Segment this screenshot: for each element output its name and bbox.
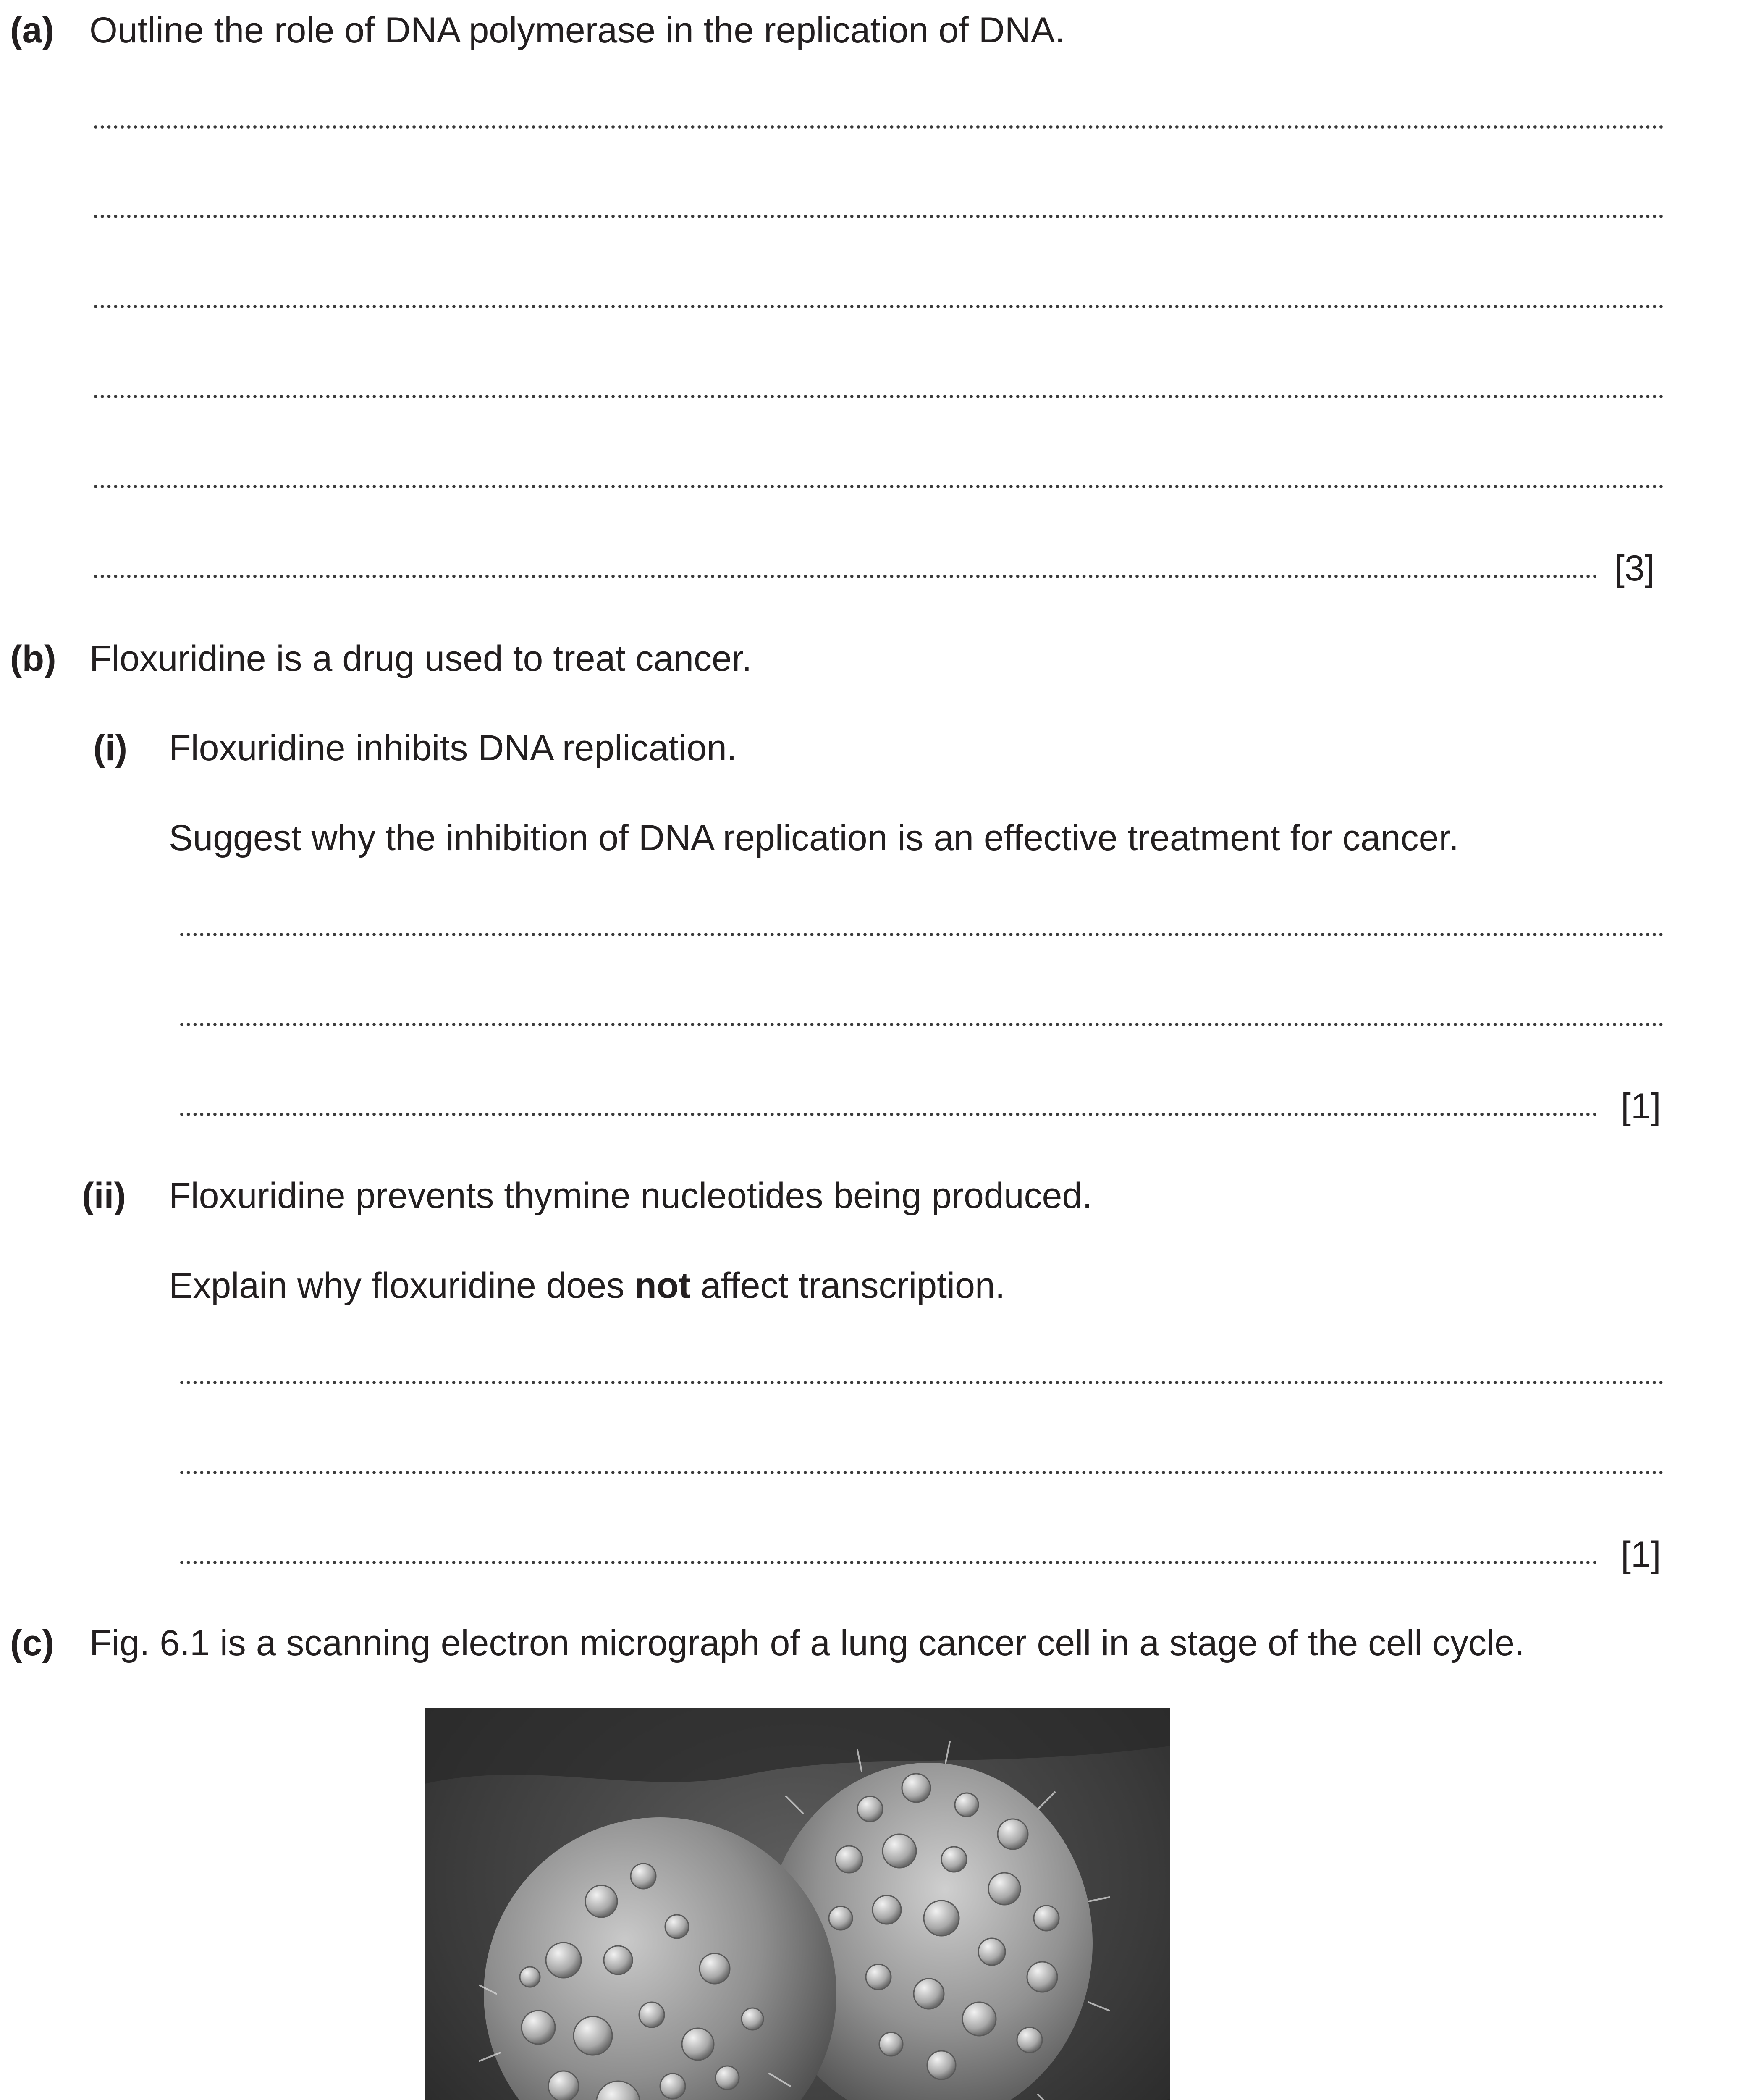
part-b-stem: Floxuridine is a drug used to treat cancer. — [89, 638, 752, 679]
part-b-i-marks: [1] — [1621, 1086, 1661, 1126]
answer-line-b-ii-3[interactable] — [178, 1560, 1596, 1564]
part-b-i-label: (i) — [93, 728, 128, 768]
part-a-question: Outline the role of DNA polymerase in the replication of DNA. — [89, 10, 1065, 50]
part-a-label: (a) — [10, 10, 55, 50]
answer-line-a-2[interactable] — [92, 214, 1663, 218]
part-c-label: (c) — [10, 1623, 55, 1663]
answer-line-b-i-2[interactable] — [178, 1022, 1663, 1026]
part-b-ii-question — [169, 1265, 1005, 1307]
answer-line-a-6[interactable] — [92, 574, 1596, 578]
part-c-stem: Fig. 6.1 is a scanning electron micrograph of a lung cancer cell in a stage of the cell cycle. — [89, 1623, 1525, 1663]
part-b-ii-marks: [1] — [1621, 1534, 1661, 1575]
part-b-ii-question-pre: Explain why floxuridine does — [169, 1265, 635, 1306]
answer-line-a-5[interactable] — [92, 484, 1663, 488]
answer-line-b-ii-1[interactable] — [178, 1381, 1663, 1385]
part-b-ii-statement: Floxuridine prevents thymine nucleotides being produced. — [169, 1176, 1093, 1216]
part-b-label: (b) — [10, 638, 56, 679]
part-b-i-question: Suggest why the inhibition of DNA replication is an effective treatment for cancer. — [169, 818, 1459, 858]
answer-line-a-1[interactable] — [92, 125, 1663, 129]
answer-line-b-i-3[interactable] — [178, 1112, 1596, 1116]
part-b-ii-question-post: affect transcription. — [690, 1265, 1005, 1306]
answer-line-a-4[interactable] — [92, 394, 1663, 399]
answer-line-a-3[interactable] — [92, 304, 1663, 309]
answer-line-b-ii-2[interactable] — [178, 1470, 1663, 1475]
part-b-i-statement: Floxuridine inhibits DNA replication. — [169, 728, 737, 768]
micrograph-figure — [425, 1708, 1170, 2100]
part-a-marks: [3] — [1615, 548, 1655, 588]
answer-line-b-i-1[interactable] — [178, 932, 1663, 937]
part-b-ii-question-emphasis: not — [634, 1265, 691, 1306]
micrograph-image — [425, 1708, 1170, 2100]
part-b-ii-label: (ii) — [82, 1176, 126, 1216]
